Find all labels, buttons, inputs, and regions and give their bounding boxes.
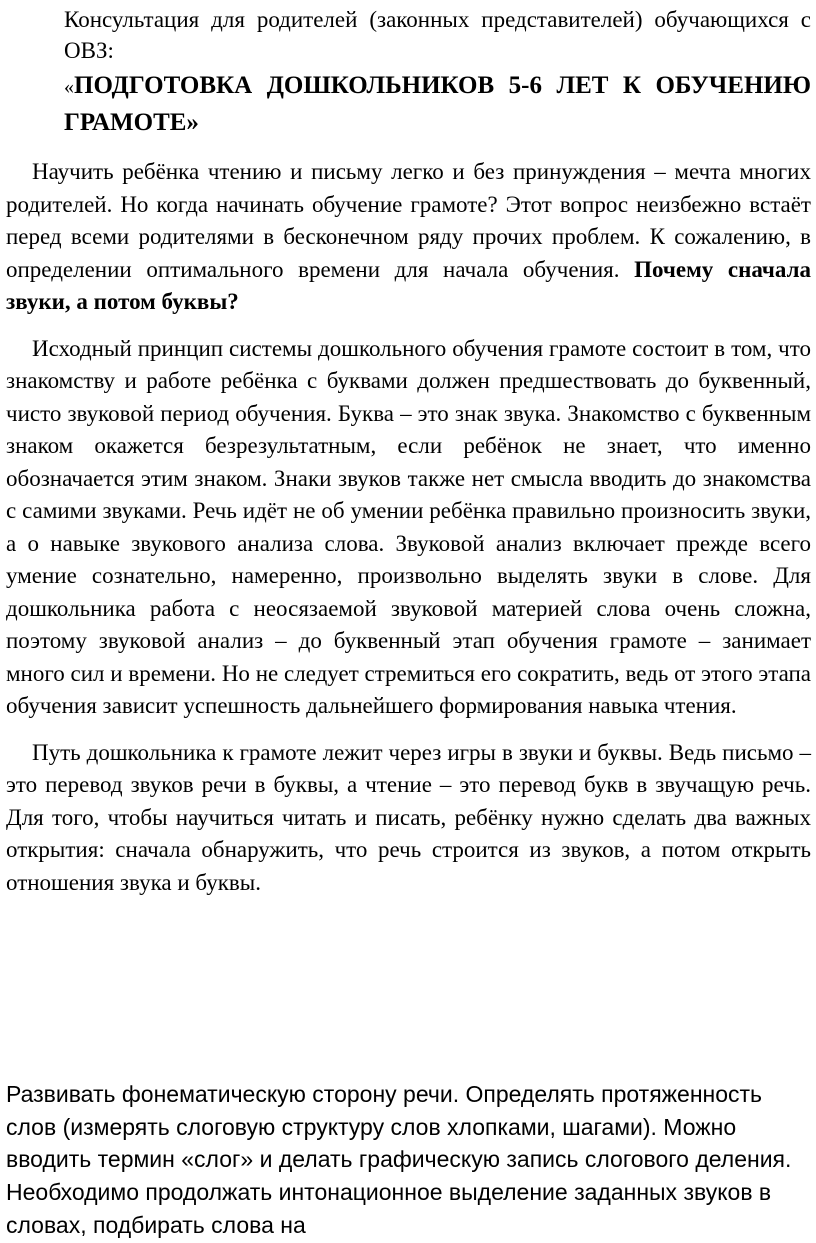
paragraph-phonematic: Развивать фонематическую сторону речи. Определять протяженность слов (измерять слоговую структуру слов хлопками, шагами). Можно вводить термин «слог» и делать графическую запись слогового деления. Необходимо продолжать интонационное выделение заданных звуков в словах, подбирать слова на <box>6 1081 792 1238</box>
title-text: ПОДГОТОВКА ДОШКОЛЬНИКОВ 5-6 ЛЕТ К ОБУЧЕНИЮ ГРАМОТЕ» <box>64 72 811 136</box>
paragraph-intro-bold-question: Почему сначала звуки, а потом буквы? <box>6 256 811 314</box>
paragraph-intro <box>6 156 811 319</box>
document-title <box>64 68 811 141</box>
paragraph-intro-text: Научить ребёнка чтению и письму легко и без принуждения – мечта многих родителей. Но когда начинать обучение грамоте? Этот вопрос неизбежно встаёт перед всеми родителями в бесконечном ряду прочих проблем. К сожалению, в определении оптимального времени для начала обучения. <box>6 159 811 282</box>
consultation-heading: Консультация для родителей (законных представителей) обучающихся с ОВЗ: <box>64 7 811 63</box>
title-quote-mark: « <box>64 76 74 98</box>
document-body <box>6 156 811 913</box>
paragraph-principle: Исходный принцип системы дошкольного обучения грамоте состоит в том, что знакомству и работе ребёнка с буквами должен предшествовать до буквенный, чисто звуковой период обучения. Буква – это знак звука. Знакомство с буквенным знаком окажется безрезультатным, если ребёнок не знает, что именно обозначается этим знаком. Знаки звуков также нет смысла вводить до знакомства с самими звуками. Речь идёт не об умении ребёнка правильно произносить звуки, а о навыке звукового анализа слова. Звуковой анализ включает прежде всего умение сознательно, намеренно, произвольно выделять звуки в слове. Для дошкольника работа с неосязаемой звуковой материей слова очень сложна, поэтому звуковой анализ – до буквенный этап обучения грамоте – занимает много сил и времени. Но не следует стремиться его сократить, ведь от этого этапа обучения зависит успешность дальнейшего формирования навыка чтения. <box>6 335 811 718</box>
document-header <box>64 4 811 141</box>
paragraph-path: Путь дошкольника к грамоте лежит через игры в звуки и буквы. Ведь письмо – это перевод звуков речи в буквы, а чтение – это перевод букв в звучащую речь. Для того, чтобы научиться читать и писать, ребёнку нужно сделать два важных открытия: сначала обнаружить, что речь строится из звуков, а потом открыть отношения звука и буквы. <box>6 739 811 895</box>
